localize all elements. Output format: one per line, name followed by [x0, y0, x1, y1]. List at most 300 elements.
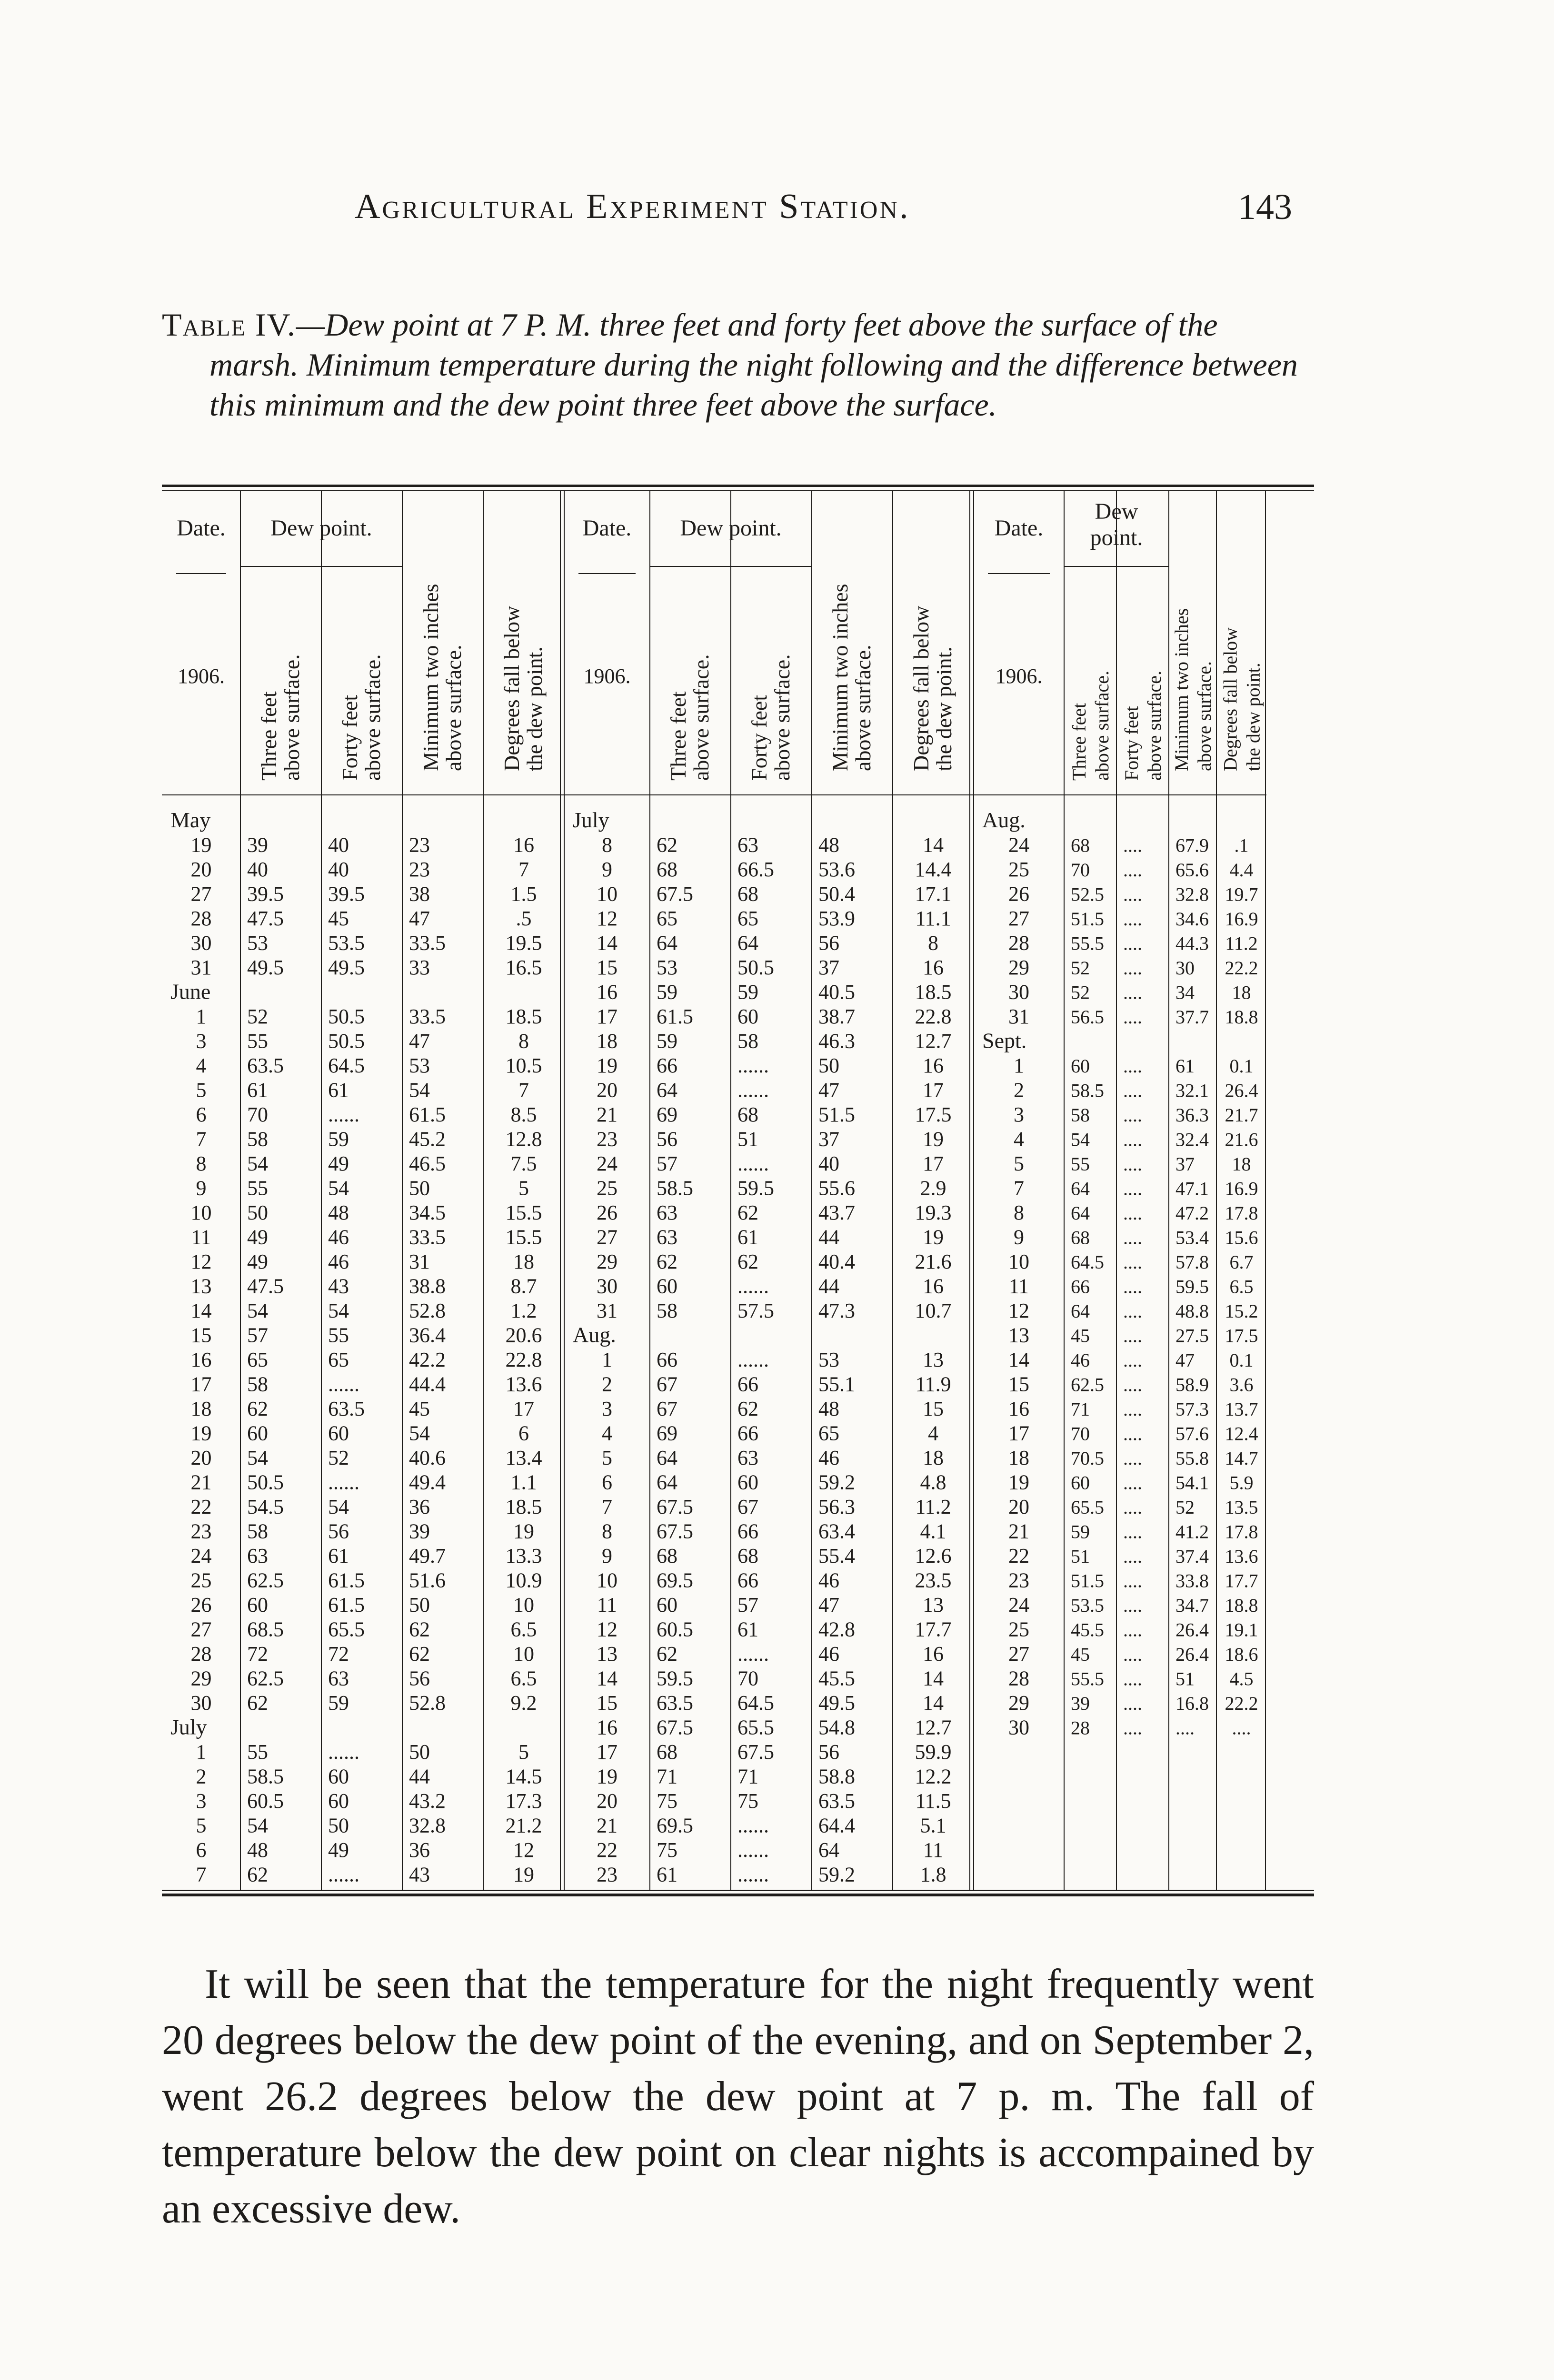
cell-minimum: 38.7 [818, 1005, 855, 1028]
row-date: 17 [190, 1372, 212, 1396]
cell-fall: 19.3 [915, 1201, 952, 1224]
cell-forty-feet: 64.5 [328, 1054, 365, 1077]
cell-forty-feet: 50.5 [328, 1029, 365, 1053]
row-date: 15 [597, 956, 618, 979]
cell-forty-feet: 64 [737, 931, 758, 955]
cell-forty-feet: .... [1123, 1227, 1142, 1249]
header-dew-point: point. [1090, 525, 1143, 550]
header-dew-point: Dew point. [270, 516, 372, 541]
header-minimum: above surface. [851, 645, 875, 771]
row-date: 24 [1008, 833, 1029, 857]
row-date: 14 [190, 1299, 212, 1322]
row-date: 19 [597, 1054, 618, 1077]
row-date: 22 [597, 1838, 618, 1862]
row-date: 29 [597, 1250, 618, 1273]
cell-forty-feet: .... [1123, 1644, 1142, 1665]
cell-minimum: 43 [409, 1863, 430, 1886]
row-date: 28 [1008, 931, 1029, 955]
cell-forty-feet: ...... [737, 1348, 769, 1371]
row-date: 3 [196, 1789, 207, 1813]
table-caption [162, 305, 1314, 425]
cell-forty-feet: 61.5 [328, 1593, 365, 1616]
cell-minimum: 43.7 [818, 1201, 855, 1224]
cell-fall: 12.7 [915, 1716, 952, 1739]
cell-minimum: 56.3 [818, 1495, 855, 1518]
row-date: 6 [196, 1103, 207, 1126]
row-date: 7 [1014, 1176, 1024, 1200]
cell-fall: 6.5 [510, 1617, 537, 1641]
cell-fall: 8.7 [510, 1274, 537, 1298]
cell-forty-feet: .... [1123, 1497, 1142, 1518]
cell-fall: 13.6 [505, 1372, 542, 1396]
cell-minimum: 32.8 [1175, 883, 1209, 905]
cell-forty-feet: .... [1123, 1325, 1142, 1347]
cell-fall: 22.8 [915, 1005, 952, 1028]
dew-point-table [162, 490, 1314, 1906]
cell-forty-feet: 67.5 [737, 1740, 774, 1764]
cell-three-feet: 69 [657, 1421, 677, 1445]
table-top-rule [162, 485, 1314, 487]
page-header [0, 187, 1554, 234]
row-date: 19 [190, 833, 212, 857]
cell-three-feet: 65.5 [1071, 1497, 1104, 1518]
cell-three-feet: 39.5 [247, 882, 284, 906]
cell-minimum: 36 [409, 1495, 430, 1518]
cell-fall: 5 [518, 1176, 529, 1200]
cell-minimum: 48.8 [1175, 1300, 1209, 1322]
cell-fall: 19.7 [1225, 883, 1258, 905]
row-date: 22 [190, 1495, 212, 1518]
cell-three-feet: 61.5 [657, 1005, 693, 1028]
cell-minimum: 40.4 [818, 1250, 855, 1273]
cell-fall: 1.2 [510, 1299, 537, 1322]
cell-three-feet: 61 [657, 1863, 677, 1886]
cell-fall: 17.8 [1225, 1202, 1258, 1224]
cell-forty-feet: 63 [737, 833, 758, 857]
cell-fall: 19 [923, 1127, 944, 1151]
cell-fall: 16 [923, 1274, 944, 1298]
row-date: 25 [1008, 858, 1029, 881]
cell-fall: 4.5 [1229, 1668, 1254, 1690]
cell-fall: 21.6 [915, 1250, 952, 1273]
cell-fall: 11 [923, 1838, 944, 1862]
cell-forty-feet: 52 [328, 1446, 349, 1469]
month-label: July [170, 1715, 207, 1739]
table-caption-text: —Dew point at 7 P. M. three feet and forty feet above the surface of the marsh. Minimum temperature during the night following and the difference between this minimum and the dew point three feet above the surface. [209, 307, 1298, 423]
cell-three-feet: 63.5 [247, 1054, 284, 1077]
cell-minimum: 47 [409, 907, 430, 930]
cell-minimum: 40 [818, 1152, 839, 1175]
row-date: 27 [1008, 907, 1029, 930]
cell-three-feet: 59 [657, 980, 677, 1004]
month-label: Aug. [573, 1322, 616, 1347]
cell-forty-feet: .... [1123, 908, 1142, 930]
header-dew-point: Dew [1095, 499, 1138, 524]
cell-three-feet: 64 [1071, 1178, 1090, 1200]
cell-forty-feet: ...... [737, 1838, 769, 1862]
cell-three-feet: 52 [1071, 982, 1090, 1003]
cell-three-feet: 64 [1071, 1202, 1090, 1224]
cell-three-feet: 60 [1071, 1055, 1090, 1077]
cell-three-feet: 64 [657, 931, 677, 955]
cell-three-feet: 68 [1071, 1227, 1090, 1249]
cell-fall: 17.3 [505, 1789, 542, 1813]
row-date: 20 [597, 1078, 618, 1102]
cell-forty-feet: 54 [328, 1176, 349, 1200]
row-date: 25 [190, 1568, 212, 1592]
cell-minimum: 51 [1175, 1668, 1195, 1690]
cell-three-feet: 63 [247, 1544, 268, 1567]
cell-minimum: 59.2 [818, 1863, 855, 1886]
row-date: 4 [196, 1054, 207, 1077]
cell-three-feet: 64 [657, 1446, 677, 1469]
cell-fall: 15.6 [1225, 1227, 1258, 1249]
cell-minimum: 58.9 [1175, 1374, 1209, 1396]
header-forty-feet: Forty feet [1121, 706, 1142, 781]
cell-minimum: 55.8 [1175, 1448, 1209, 1469]
body-paragraph-text: It will be seen that the temperature for the night frequently went 20 degrees below the dew point of the evening, and on September 2, went 26.2 degrees below the dew point at 7 p. m. The fall of temperature below the dew point on clear nights is accompained by an excessive dew. [162, 1961, 1314, 2232]
row-date: 18 [1008, 1446, 1029, 1469]
cell-three-feet: 54 [247, 1152, 268, 1175]
cell-fall: 12.7 [915, 1029, 952, 1053]
cell-forty-feet: 63 [737, 1446, 758, 1469]
cell-three-feet: 62.5 [1071, 1374, 1104, 1396]
cell-three-feet: 69.5 [657, 1568, 693, 1592]
row-date: 8 [602, 833, 612, 857]
cell-fall: 14.7 [1225, 1448, 1258, 1469]
cell-fall: 13 [923, 1593, 944, 1616]
cell-minimum: 44 [409, 1765, 430, 1788]
cell-three-feet: 66 [1071, 1276, 1090, 1298]
row-date: 19 [1008, 1470, 1029, 1494]
cell-minimum: 53.9 [818, 907, 855, 930]
cell-forty-feet: 50.5 [737, 956, 774, 979]
cell-forty-feet: ...... [737, 1054, 769, 1077]
header-fall: the dew point. [1242, 663, 1264, 771]
row-date: 19 [190, 1421, 212, 1445]
cell-minimum: 45 [409, 1397, 430, 1420]
cell-three-feet: 60 [247, 1421, 268, 1445]
row-date: 7 [602, 1495, 612, 1518]
row-date: 22 [1008, 1544, 1029, 1567]
row-date: 26 [597, 1201, 618, 1224]
row-date: 3 [1014, 1103, 1024, 1126]
cell-fall: 19.1 [1225, 1619, 1258, 1641]
cell-fall: 13.6 [1225, 1546, 1258, 1567]
cell-minimum: 65.6 [1175, 859, 1209, 881]
cell-fall: 8 [518, 1029, 529, 1053]
cell-forty-feet: 43 [328, 1274, 349, 1298]
row-date: 24 [597, 1152, 618, 1175]
header-forty-feet: above surface. [1144, 671, 1165, 781]
cell-three-feet: 54 [247, 1299, 268, 1322]
cell-forty-feet: ...... [737, 1152, 769, 1175]
cell-fall: 22.2 [1225, 1693, 1258, 1714]
cell-fall: 11.9 [915, 1372, 951, 1396]
cell-minimum: 46.5 [409, 1152, 446, 1175]
row-date: 27 [1008, 1642, 1029, 1666]
cell-minimum: 33.8 [1175, 1570, 1209, 1592]
cell-three-feet: 72 [247, 1642, 268, 1666]
cell-fall: 17.7 [1225, 1570, 1258, 1592]
cell-fall: .... [1232, 1717, 1251, 1739]
cell-fall: 1.5 [510, 882, 537, 906]
header-minimum: above surface. [441, 645, 466, 771]
cell-minimum: 51.5 [818, 1103, 855, 1126]
cell-three-feet: 64 [657, 1470, 677, 1494]
cell-forty-feet: 71 [737, 1765, 758, 1788]
cell-three-feet: 68.5 [247, 1617, 284, 1641]
cell-forty-feet: 49 [328, 1838, 349, 1862]
cell-forty-feet: 55 [328, 1323, 349, 1347]
cell-minimum: 62 [409, 1617, 430, 1641]
cell-forty-feet: ...... [737, 1078, 769, 1102]
cell-forty-feet: 60 [328, 1421, 349, 1445]
cell-fall: 18.5 [505, 1005, 542, 1028]
row-date: 21 [597, 1814, 618, 1837]
cell-fall: 14.4 [915, 858, 952, 881]
cell-three-feet: 55 [1071, 1153, 1090, 1175]
cell-minimum: 63.4 [818, 1519, 855, 1543]
cell-three-feet: 62 [657, 833, 677, 857]
cell-three-feet: 47.5 [247, 1274, 284, 1298]
cell-three-feet: 71 [1071, 1398, 1090, 1420]
cell-fall: 7 [518, 1078, 529, 1102]
row-date: 31 [597, 1299, 618, 1322]
header-fall: Degrees fall below [909, 605, 933, 771]
cell-three-feet: 61 [247, 1078, 268, 1102]
cell-fall: 23.5 [915, 1568, 952, 1592]
cell-minimum: 34.5 [409, 1201, 446, 1224]
row-date: 11 [597, 1593, 618, 1616]
cell-three-feet: 55.5 [1071, 932, 1104, 954]
cell-three-feet: 71 [657, 1765, 677, 1788]
header-fall: Degrees fall below [1219, 627, 1241, 771]
row-date: 5 [196, 1078, 207, 1102]
header-forty-feet: above surface. [770, 654, 794, 781]
cell-minimum: 26.4 [1175, 1644, 1209, 1665]
cell-forty-feet: 49 [328, 1152, 349, 1175]
cell-fall: 14 [923, 1666, 944, 1690]
cell-fall: 6.5 [1229, 1276, 1254, 1298]
cell-three-feet: 59 [657, 1029, 677, 1053]
row-date: 29 [1008, 1691, 1029, 1715]
cell-forty-feet: 60 [737, 1005, 758, 1028]
cell-minimum: 57.6 [1175, 1423, 1209, 1445]
cell-three-feet: 60 [247, 1593, 268, 1616]
cell-three-feet: 28 [1071, 1717, 1090, 1739]
cell-minimum: 55.1 [818, 1372, 855, 1396]
cell-three-feet: 55 [247, 1029, 268, 1053]
cell-fall: 8 [928, 931, 938, 955]
cell-fall: 12.2 [915, 1765, 952, 1788]
cell-minimum: 56 [818, 931, 839, 955]
cell-forty-feet: ...... [737, 1814, 769, 1837]
cell-minimum: 30 [1175, 957, 1195, 979]
cell-fall: 17.1 [915, 882, 952, 906]
cell-forty-feet: .... [1123, 1104, 1142, 1126]
cell-forty-feet: 68 [737, 1544, 758, 1567]
cell-forty-feet: .... [1123, 1668, 1142, 1690]
cell-minimum: 53 [409, 1054, 430, 1077]
row-date: 17 [1008, 1421, 1029, 1445]
row-date: 9 [602, 1544, 612, 1567]
row-date: 13 [597, 1642, 618, 1666]
row-date: 25 [597, 1176, 618, 1200]
cell-forty-feet: 50.5 [328, 1005, 365, 1028]
cell-minimum: 46.3 [818, 1029, 855, 1053]
header-three-feet: above surface. [689, 654, 713, 781]
cell-forty-feet: .... [1123, 1080, 1142, 1101]
cell-forty-feet: ...... [328, 1372, 359, 1396]
cell-forty-feet: 57 [737, 1593, 758, 1616]
cell-fall: 13 [923, 1348, 944, 1371]
cell-three-feet: 65 [247, 1348, 268, 1371]
row-date: 6 [602, 1470, 612, 1494]
cell-fall: 22.2 [1225, 957, 1258, 979]
cell-forty-feet: ...... [328, 1740, 359, 1764]
cell-fall: 17.5 [915, 1103, 952, 1126]
cell-fall: 19 [513, 1519, 534, 1543]
cell-three-feet: 62.5 [247, 1666, 284, 1690]
cell-fall: 16.5 [505, 956, 542, 979]
row-date: 16 [597, 980, 618, 1004]
cell-forty-feet: 75 [737, 1789, 758, 1813]
row-date: 30 [190, 1691, 212, 1715]
cell-forty-feet: 62 [737, 1250, 758, 1273]
cell-three-feet: 58 [247, 1127, 268, 1151]
cell-forty-feet: .... [1123, 982, 1142, 1003]
cell-fall: 18 [923, 1446, 944, 1469]
cell-minimum: 31 [409, 1250, 430, 1273]
cell-forty-feet: 39.5 [328, 882, 365, 906]
cell-forty-feet: .... [1123, 932, 1142, 954]
cell-minimum: 50 [409, 1740, 430, 1764]
cell-forty-feet: 53.5 [328, 931, 365, 955]
row-date: 9 [196, 1176, 207, 1200]
cell-fall: 20.6 [505, 1323, 542, 1347]
row-date: 10 [190, 1201, 212, 1224]
cell-fall: .5 [516, 907, 532, 930]
cell-minimum: 40.6 [409, 1446, 446, 1469]
cell-forty-feet: 54 [328, 1299, 349, 1322]
cell-fall: 18 [1232, 1153, 1251, 1175]
cell-fall: 18.8 [1225, 1006, 1258, 1028]
cell-forty-feet: 51 [737, 1127, 758, 1151]
cell-forty-feet: .... [1123, 1374, 1142, 1396]
header-minimum: Minimum two inches [1171, 608, 1192, 771]
cell-three-feet: 68 [657, 858, 677, 881]
cell-minimum: 16.8 [1175, 1693, 1209, 1714]
cell-forty-feet: 40 [328, 858, 349, 881]
cell-fall: 2.9 [920, 1176, 946, 1200]
cell-three-feet: 67.5 [657, 882, 693, 906]
cell-three-feet: 62 [247, 1397, 268, 1420]
cell-fall: 4.1 [920, 1519, 946, 1543]
row-date: 10 [1008, 1250, 1029, 1273]
cell-three-feet: 63.5 [657, 1691, 693, 1715]
header-forty-feet: above surface. [360, 654, 385, 781]
cell-minimum: .... [1175, 1717, 1195, 1739]
cell-forty-feet: 60 [328, 1765, 349, 1788]
cell-three-feet: 70 [1071, 859, 1090, 881]
cell-three-feet: 65 [657, 907, 677, 930]
row-date: 30 [597, 1274, 618, 1298]
header-forty-feet: Forty feet [338, 694, 362, 781]
cell-three-feet: 51.5 [1071, 908, 1104, 930]
row-date: 14 [597, 931, 618, 955]
cell-forty-feet: 45 [328, 907, 349, 930]
cell-fall: 19 [513, 1863, 534, 1886]
cell-fall: 17.8 [1225, 1521, 1258, 1543]
header-date: Date. [177, 516, 226, 541]
cell-fall: 12.6 [915, 1544, 952, 1567]
cell-three-feet: 70 [247, 1103, 268, 1126]
row-date: 10 [597, 882, 618, 906]
table-bottom-rule [162, 1894, 1314, 1896]
header-minimum: Minimum two inches [828, 584, 852, 771]
cell-three-feet: 58 [247, 1372, 268, 1396]
cell-three-feet: 49 [247, 1225, 268, 1249]
cell-minimum: 55.6 [818, 1176, 855, 1200]
cell-fall: 18.5 [505, 1495, 542, 1518]
row-date: 29 [1008, 956, 1029, 979]
cell-three-feet: 48 [247, 1838, 268, 1862]
cell-minimum: 32.8 [409, 1814, 446, 1837]
cell-fall: 0.1 [1229, 1349, 1254, 1371]
row-date: 1 [196, 1005, 207, 1028]
cell-minimum: 57.8 [1175, 1251, 1209, 1273]
cell-three-feet: 62 [247, 1863, 268, 1886]
row-date: 12 [190, 1250, 212, 1273]
row-date: 5 [602, 1446, 612, 1469]
row-date: 18 [190, 1397, 212, 1420]
cell-forty-feet: .... [1123, 1546, 1142, 1567]
row-date: 6 [196, 1838, 207, 1862]
cell-minimum: 38.8 [409, 1274, 446, 1298]
row-date: 19 [597, 1765, 618, 1788]
cell-forty-feet: .... [1123, 1349, 1142, 1371]
cell-fall: 0.1 [1229, 1055, 1254, 1077]
cell-minimum: 57.3 [1175, 1398, 1209, 1420]
row-date: 23 [597, 1863, 618, 1886]
row-date: 12 [597, 1617, 618, 1641]
row-date: 20 [597, 1789, 618, 1813]
header-forty-feet: Forty feet [747, 694, 771, 781]
cell-forty-feet: ...... [737, 1642, 769, 1666]
cell-three-feet: 49.5 [247, 956, 284, 979]
cell-fall: 10 [513, 1593, 534, 1616]
cell-fall: 17 [513, 1397, 534, 1420]
cell-fall: 12.8 [505, 1127, 542, 1151]
cell-minimum: 48 [818, 833, 839, 857]
cell-minimum: 46 [818, 1446, 839, 1469]
header-fall: Degrees fall below [499, 605, 524, 771]
cell-forty-feet: .... [1123, 1472, 1142, 1494]
cell-three-feet: 53 [657, 956, 677, 979]
cell-minimum: 44 [818, 1274, 839, 1298]
row-date: 21 [1008, 1519, 1029, 1543]
header-date: Date. [582, 516, 632, 541]
row-date: 14 [597, 1666, 618, 1690]
cell-forty-feet: .... [1123, 1178, 1142, 1200]
cell-forty-feet: .... [1123, 1300, 1142, 1322]
cell-three-feet: 60.5 [247, 1789, 284, 1813]
cell-minimum: 56 [818, 1740, 839, 1764]
cell-fall: 18.6 [1225, 1644, 1258, 1665]
cell-fall: 1.1 [510, 1470, 537, 1494]
month-label: Aug. [982, 808, 1026, 832]
